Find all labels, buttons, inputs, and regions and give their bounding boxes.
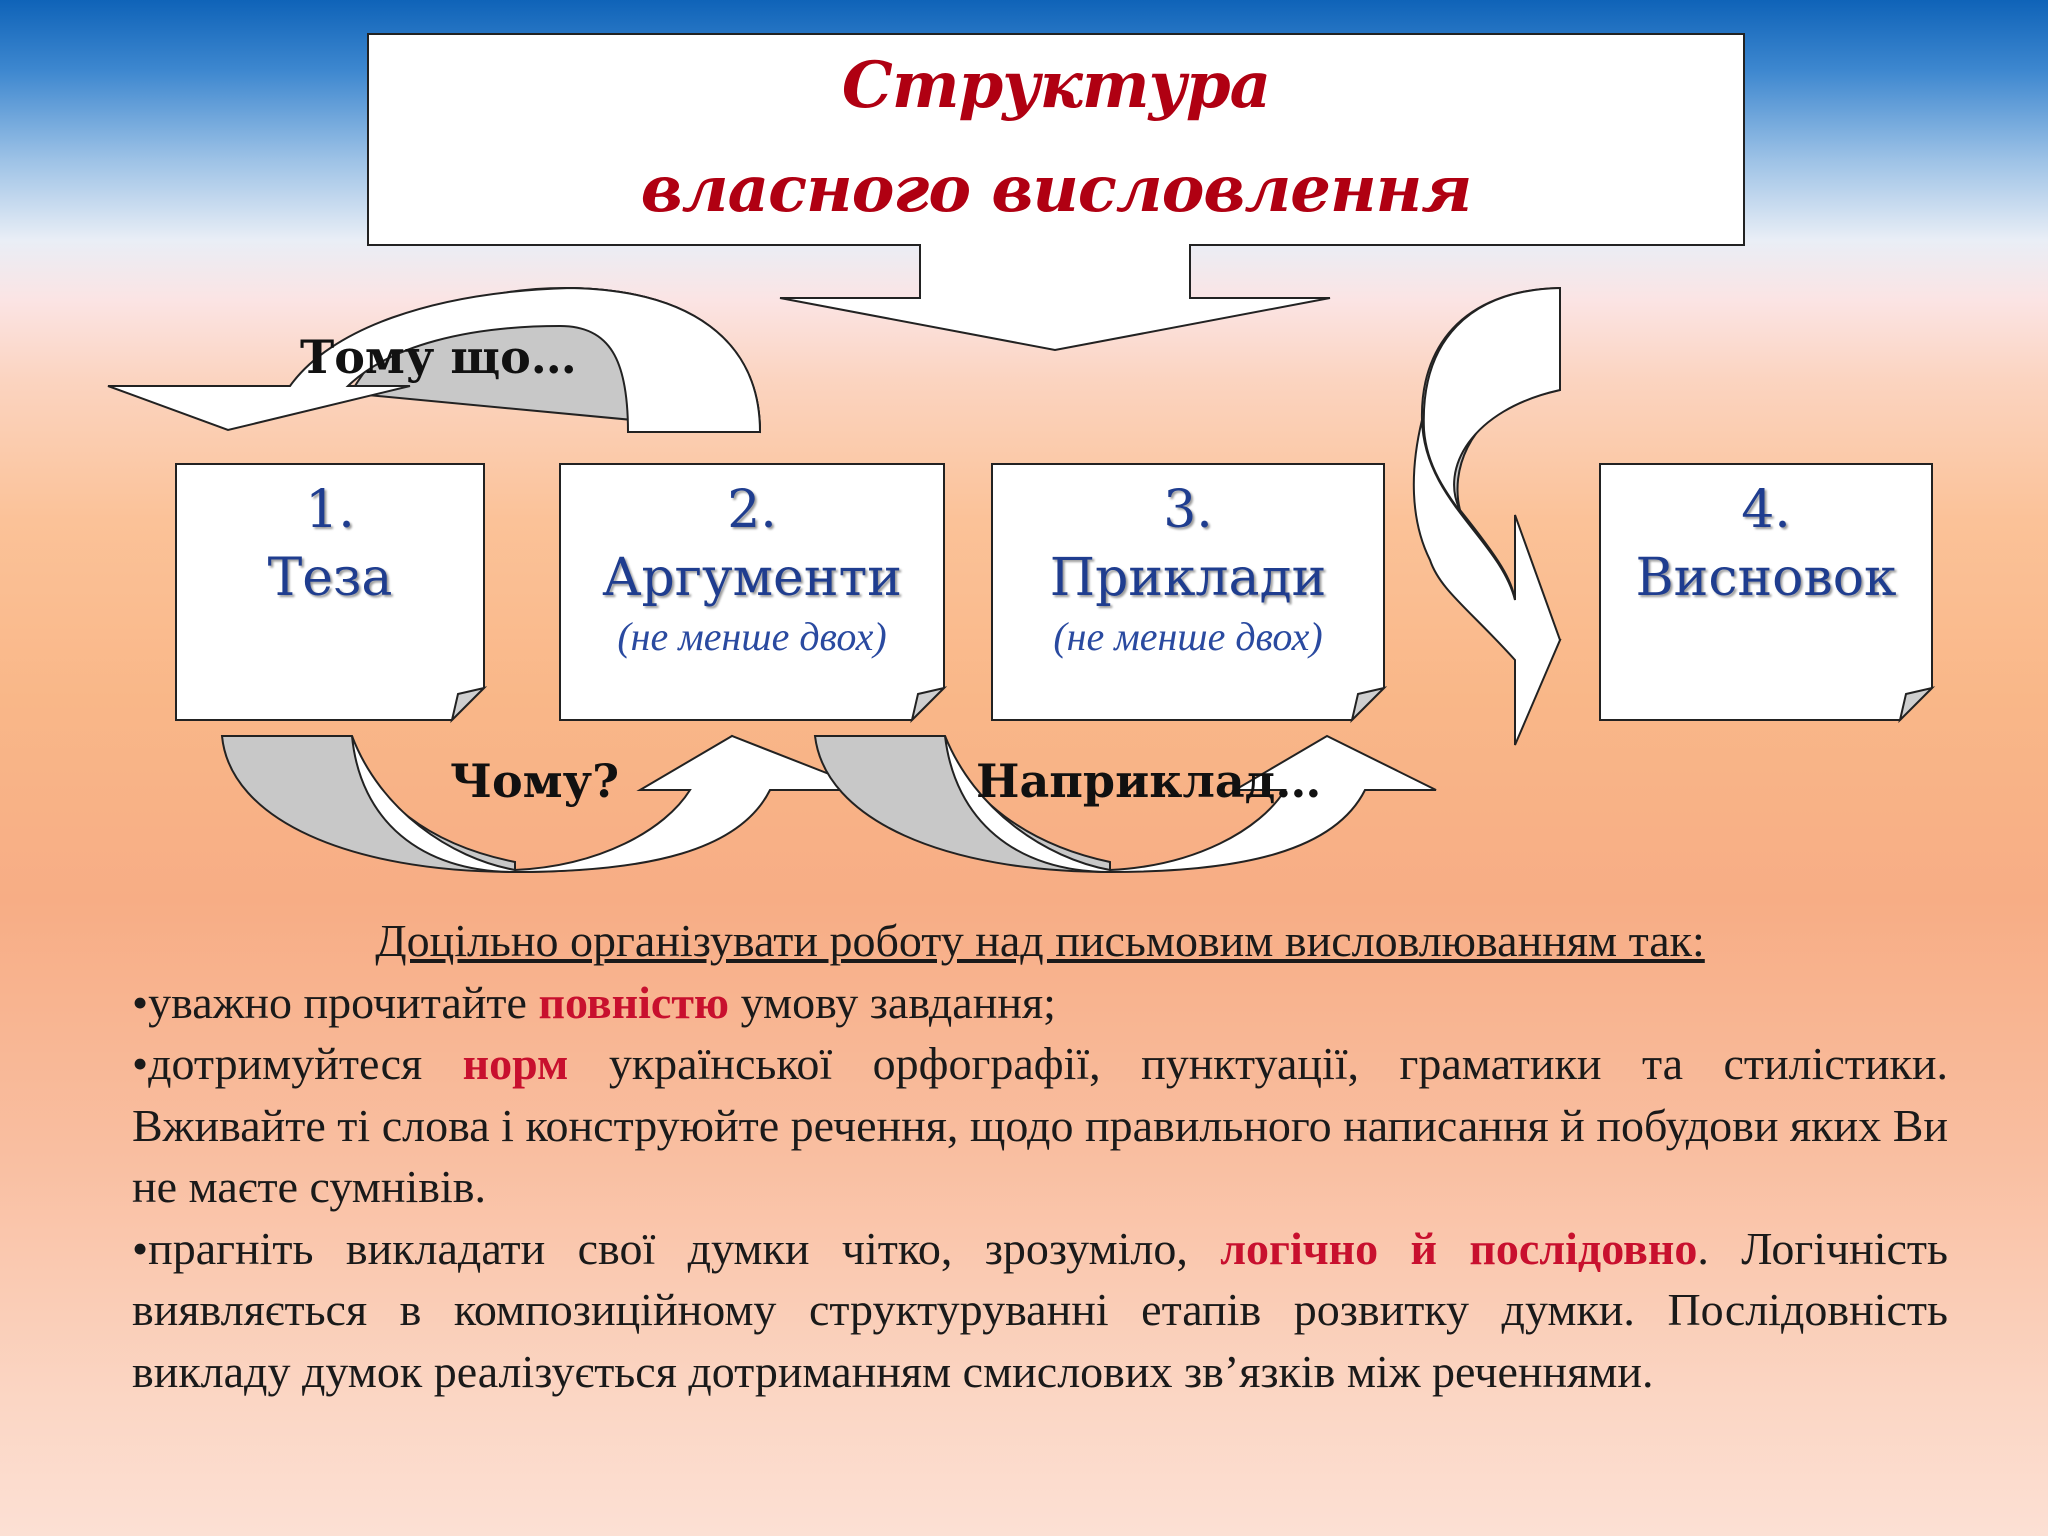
step-1-number: 1.	[305, 480, 355, 540]
title-line-1: Структура	[841, 48, 1271, 123]
step-1-title: Теза	[267, 548, 393, 608]
step-3-title: Приклади	[1049, 548, 1327, 608]
step-2-title: Аргументи	[602, 548, 902, 608]
item-3-highlight: логічно й послідовно	[1220, 1222, 1698, 1274]
step-2-sub: (не менше двох)	[617, 614, 887, 659]
step-4-label	[1600, 476, 1932, 612]
item-2-text-b: української орфографії, пунктуації, граматики та стилістики. Вживайте ті слова і конструюйте речення, щодо правильного написання й побудови яких Ви не маєте сумнівів.	[132, 1038, 1948, 1212]
item-1-text-a: •уважно прочитайте	[132, 976, 539, 1028]
step-2-label	[560, 476, 944, 662]
guidance-item-2	[132, 1033, 1948, 1218]
item-3-text-b: . Логічність виявляється в композиційному структуруванні етапів розвитку думки. Послідовність викладу думок реалізується дотриманням смислових зв’язків між реченнями.	[132, 1222, 1949, 1397]
item-1-highlight: повністю	[538, 976, 730, 1028]
guidance-text	[132, 910, 1948, 1402]
step-3-number: 3.	[1163, 480, 1213, 540]
step-2-number: 2.	[727, 480, 777, 540]
note-because: Тому що…	[300, 330, 577, 384]
step-3-sub: (не менше двох)	[1053, 614, 1323, 659]
step-1-label	[176, 476, 484, 612]
note-for-example: Наприклад…	[976, 754, 1322, 808]
guidance-item-1	[132, 972, 1948, 1034]
step-3-label	[992, 476, 1384, 662]
note-why: Чому?	[450, 754, 620, 808]
step-4-title: Висновок	[1635, 548, 1897, 608]
diagram-title	[368, 34, 1744, 242]
item-3-text-a: •прагніть викладати свої думки чітко, зрозуміло,	[132, 1222, 1221, 1274]
guidance-heading: Доцільно організувати роботу над письмовим висловлюванням так:	[375, 915, 1705, 966]
item-1-text-b: умову завдання;	[729, 976, 1056, 1028]
step-4-number: 4.	[1741, 480, 1791, 540]
item-2-text-a: •дотримуйтеся	[132, 1038, 463, 1089]
curved-arrow-right	[1414, 288, 1560, 745]
title-line-2: власного висловлення	[640, 152, 1472, 227]
guidance-item-3	[132, 1218, 1948, 1403]
item-2-highlight: норм	[462, 1038, 569, 1089]
